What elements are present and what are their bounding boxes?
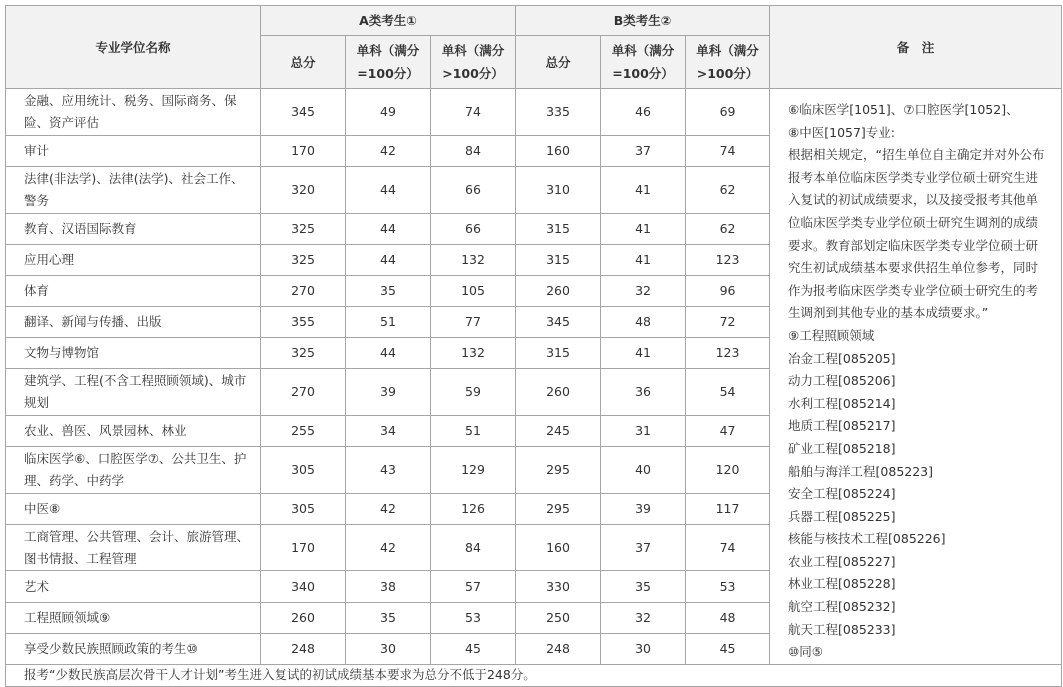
cell-b-total: 260 (516, 369, 601, 416)
row-name: 应用心理 (6, 244, 261, 275)
cell-b-sgt100: 62 (686, 213, 770, 244)
cell-a-s100: 44 (346, 338, 431, 369)
header-b-total: 总分 (516, 36, 601, 89)
cell-b-sgt100: 72 (686, 306, 770, 337)
cell-b-sgt100: 53 (686, 571, 770, 602)
cell-b-s100: 41 (601, 166, 686, 213)
cell-a-total: 325 (261, 213, 346, 244)
cell-b-s100: 30 (601, 633, 686, 664)
cell-a-sgt100: 66 (431, 166, 516, 213)
cell-a-sgt100: 59 (431, 369, 516, 416)
cell-a-sgt100: 77 (431, 306, 516, 337)
cell-a-s100: 35 (346, 602, 431, 633)
row-name: 农业、兽医、风景园林、林业 (6, 415, 261, 446)
header-b-single-100: 单科（满分=100分） (601, 36, 686, 89)
row-name: 艺术 (6, 571, 261, 602)
table-row (6, 89, 1062, 136)
cell-a-total: 325 (261, 244, 346, 275)
cell-a-total: 270 (261, 275, 346, 306)
remarks-line: 冶金工程[085205] (788, 350, 896, 366)
row-name: 法律(非法学)、法律(法学)、社会工作、警务 (6, 166, 261, 213)
cell-a-sgt100: 74 (431, 89, 516, 136)
cell-b-total: 295 (516, 446, 601, 493)
cell-a-sgt100: 66 (431, 213, 516, 244)
cell-b-s100: 35 (601, 571, 686, 602)
cell-b-sgt100: 120 (686, 446, 770, 493)
row-name: 审计 (6, 135, 261, 166)
cell-a-total: 270 (261, 369, 346, 416)
row-name: 金融、应用统计、税务、国际商务、保险、资产评估 (6, 89, 261, 136)
cell-a-s100: 38 (346, 571, 431, 602)
remarks-line: 位临床医学类专业学位硕士研究生调剂的成绩 (788, 214, 1039, 230)
remarks-line: 作为报考临床医学类专业学位硕士研究生的考 (788, 282, 1039, 298)
row-name: 体育 (6, 275, 261, 306)
cell-a-sgt100: 84 (431, 524, 516, 571)
cell-a-sgt100: 57 (431, 571, 516, 602)
row-name: 临床医学⑥、口腔医学⑦、公共卫生、护理、药学、中药学 (6, 446, 261, 493)
cell-a-s100: 42 (346, 524, 431, 571)
cell-a-total: 355 (261, 306, 346, 337)
remarks-line: 究生初试成绩基本要求供招生单位参考，同时 (788, 260, 1039, 276)
cell-a-s100: 43 (346, 446, 431, 493)
cell-b-sgt100: 62 (686, 166, 770, 213)
cell-b-sgt100: 123 (686, 338, 770, 369)
cell-a-s100: 49 (346, 89, 431, 136)
cell-b-s100: 31 (601, 415, 686, 446)
cell-b-s100: 37 (601, 524, 686, 571)
cell-b-total: 295 (516, 493, 601, 524)
row-name: 教育、汉语国际教育 (6, 213, 261, 244)
header-row-1 (6, 6, 1062, 36)
remarks-line: 农业工程[085227] (788, 553, 896, 569)
remarks-line: 生调剂到其他专业的基本成绩要求。” (788, 305, 989, 321)
cell-a-total: 325 (261, 338, 346, 369)
cell-b-s100: 41 (601, 338, 686, 369)
cell-b-total: 335 (516, 89, 601, 136)
cell-a-sgt100: 84 (431, 135, 516, 166)
cell-a-total: 248 (261, 633, 346, 664)
cell-b-total: 248 (516, 633, 601, 664)
cell-b-total: 160 (516, 524, 601, 571)
header-remarks: 备 注 (770, 6, 1062, 89)
footer-row (6, 664, 1062, 686)
cell-a-sgt100: 132 (431, 338, 516, 369)
table-body (6, 89, 1062, 687)
header-group-b: B类考生② (516, 6, 770, 36)
cell-a-total: 320 (261, 166, 346, 213)
cell-b-s100: 46 (601, 89, 686, 136)
cell-a-total: 345 (261, 89, 346, 136)
remarks-line: 水利工程[085214] (788, 395, 896, 411)
score-table (5, 5, 1062, 687)
cell-b-sgt100: 48 (686, 602, 770, 633)
remarks-line: 林业工程[085228] (788, 576, 896, 592)
header-b-single-over100: 单科（满分>100分） (686, 36, 770, 89)
remarks-line: ⑧中医[1057]专业: (788, 124, 896, 140)
cell-a-sgt100: 132 (431, 244, 516, 275)
cell-a-total: 170 (261, 524, 346, 571)
cell-a-s100: 35 (346, 275, 431, 306)
cell-a-total: 305 (261, 446, 346, 493)
cell-b-total: 330 (516, 571, 601, 602)
cell-b-total: 310 (516, 166, 601, 213)
cell-b-sgt100: 74 (686, 524, 770, 571)
cell-a-sgt100: 129 (431, 446, 516, 493)
remarks-line: 要求。教育部划定临床医学类专业学位硕士研 (788, 237, 1039, 253)
cell-a-total: 255 (261, 415, 346, 446)
cell-b-sgt100: 96 (686, 275, 770, 306)
row-name: 文物与博物馆 (6, 338, 261, 369)
cell-a-total: 170 (261, 135, 346, 166)
cell-b-s100: 41 (601, 244, 686, 275)
cell-b-sgt100: 123 (686, 244, 770, 275)
remarks-line: ⑩同⑤ (788, 644, 823, 660)
remarks-line: 船舶与海洋工程[085223] (788, 463, 934, 479)
row-name: 工程照顾领域⑨ (6, 602, 261, 633)
cell-b-total: 345 (516, 306, 601, 337)
remarks-line: ⑥临床医学[1051]、⑦口腔医学[1052]、 (788, 102, 1019, 117)
header-a-total: 总分 (261, 36, 346, 89)
cell-b-total: 160 (516, 135, 601, 166)
cell-b-total: 315 (516, 213, 601, 244)
cell-a-s100: 39 (346, 369, 431, 416)
row-name: 中医⑧ (6, 493, 261, 524)
cell-b-total: 250 (516, 602, 601, 633)
cell-a-s100: 44 (346, 213, 431, 244)
row-name: 享受少数民族照顾政策的考生⑩ (6, 633, 261, 664)
remarks-line: 兵器工程[085225] (788, 508, 896, 524)
cell-a-s100: 34 (346, 415, 431, 446)
cell-b-total: 260 (516, 275, 601, 306)
cell-a-sgt100: 51 (431, 415, 516, 446)
cell-a-s100: 42 (346, 135, 431, 166)
cell-b-sgt100: 74 (686, 135, 770, 166)
cell-a-s100: 51 (346, 306, 431, 337)
cell-b-total: 245 (516, 415, 601, 446)
remarks-line: 航天工程[085233] (788, 621, 896, 637)
cell-a-s100: 42 (346, 493, 431, 524)
header-a-single-over100: 单科（满分>100分） (431, 36, 516, 89)
cell-b-s100: 32 (601, 275, 686, 306)
cell-b-s100: 40 (601, 446, 686, 493)
cell-a-total: 260 (261, 602, 346, 633)
remarks-line: ⑨工程照顾领域 (788, 327, 875, 343)
cell-b-s100: 41 (601, 213, 686, 244)
header-group-a: A类考生① (261, 6, 516, 36)
cell-b-s100: 37 (601, 135, 686, 166)
remarks-line: 矿业工程[085218] (788, 440, 896, 456)
cell-b-sgt100: 117 (686, 493, 770, 524)
cell-a-s100: 44 (346, 166, 431, 213)
header-name-col: 专业学位名称 (6, 6, 261, 89)
cell-b-total: 315 (516, 338, 601, 369)
cell-b-sgt100: 69 (686, 89, 770, 136)
row-name: 工商管理、公共管理、会计、旅游管理、图书情报、工程管理 (6, 524, 261, 571)
cell-a-sgt100: 53 (431, 602, 516, 633)
remarks-line: 核能与核技术工程[085226] (788, 531, 946, 547)
cell-b-sgt100: 47 (686, 415, 770, 446)
remarks-line: 报考本单位临床医学类专业学位硕士研究生进 (788, 169, 1039, 185)
header-a-single-100: 单科（满分=100分） (346, 36, 431, 89)
footer-note: 报考“少数民族高层次骨干人才计划”考生进入复试的初试成绩基本要求为总分不低于248分。 (6, 664, 1062, 686)
cell-b-s100: 32 (601, 602, 686, 633)
cell-a-total: 305 (261, 493, 346, 524)
cell-b-sgt100: 54 (686, 369, 770, 416)
remarks-line: 动力工程[085206] (788, 373, 896, 389)
cell-a-s100: 30 (346, 633, 431, 664)
cell-a-s100: 44 (346, 244, 431, 275)
row-name: 翻译、新闻与传播、出版 (6, 306, 261, 337)
remarks-line: 入复试的初试成绩要求，以及接受报考其他单 (788, 192, 1039, 208)
cell-b-s100: 36 (601, 369, 686, 416)
cell-a-sgt100: 126 (431, 493, 516, 524)
cell-a-sgt100: 45 (431, 633, 516, 664)
row-name: 建筑学、工程(不含工程照顾领域)、城市规划 (6, 369, 261, 416)
cell-b-s100: 48 (601, 306, 686, 337)
remarks-cell (770, 89, 1062, 665)
remarks-line: 安全工程[085224] (788, 486, 896, 502)
remarks-line: 根据相关规定，“招生单位自主确定并对外公布 (788, 147, 1045, 163)
remarks-line: 航空工程[085232] (788, 599, 896, 615)
cell-a-total: 340 (261, 571, 346, 602)
remarks-line: 地质工程[085217] (788, 418, 896, 434)
cell-b-sgt100: 45 (686, 633, 770, 664)
cell-a-sgt100: 105 (431, 275, 516, 306)
cell-b-s100: 39 (601, 493, 686, 524)
cell-b-total: 315 (516, 244, 601, 275)
